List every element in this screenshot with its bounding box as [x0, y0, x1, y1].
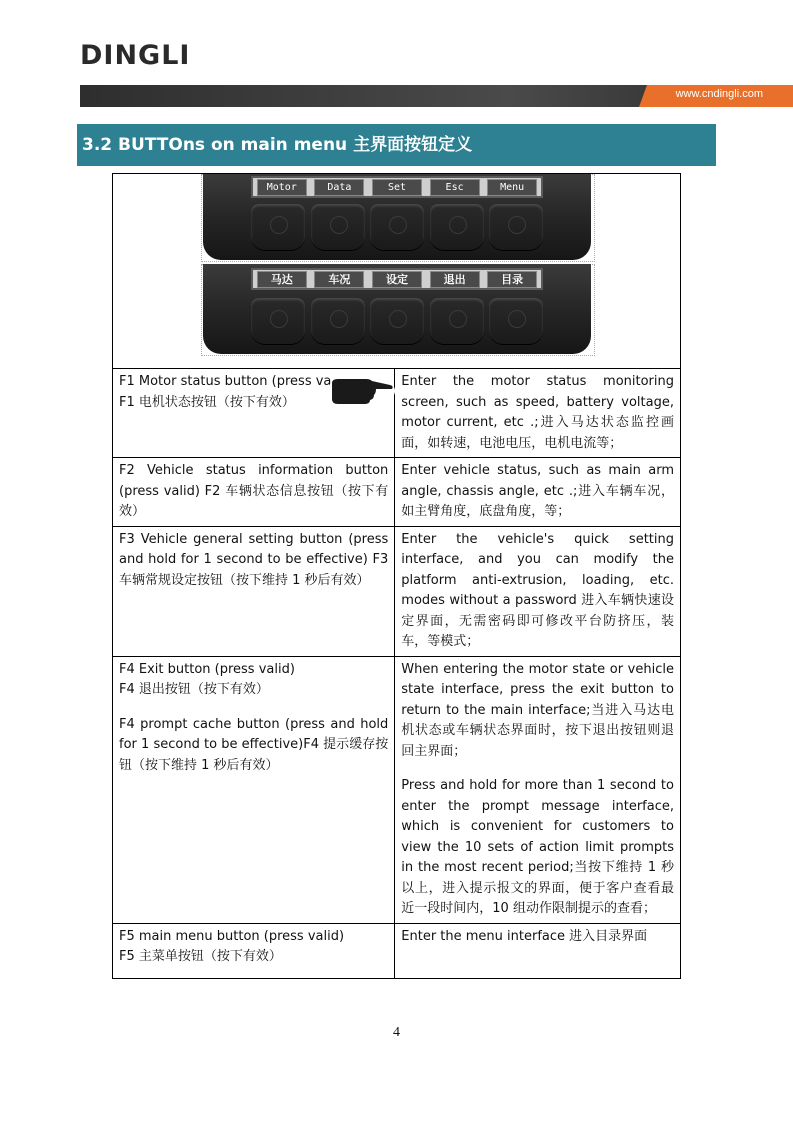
f5-description — [113, 923, 395, 978]
softkey-set-cn: 设定 — [372, 271, 422, 288]
f4-label-cn: F4 退出按钮（按下有效） — [119, 682, 269, 697]
hardware-key-f1 — [251, 298, 305, 344]
f4-function — [395, 656, 681, 923]
website-url: www.cndingli.com — [675, 88, 763, 100]
f3-function: Enter the vehicle's quick setting interface, and you can modify the platform anti-extrusion, loading, etc. modes without a password 进入车辆快速设定界面，无需密码即可修改平台防挤压，装车，等模式； — [395, 526, 681, 656]
f1-label: F1 Motor status button (press va — [119, 374, 332, 389]
device-image-chinese — [203, 264, 591, 354]
softkey-motor: Motor — [257, 179, 307, 196]
device-image-english — [203, 174, 591, 260]
hardware-key-f2 — [311, 298, 365, 344]
softkey-bar-english — [251, 176, 543, 198]
section-title: 3.2 BUTTOns on main menu 主界面按钮定义 — [77, 124, 716, 166]
softkey-menu-cn: 目录 — [487, 271, 537, 288]
f1-label-cn: F1 电机状态按钮（按下有效） — [119, 394, 295, 410]
hardware-key-f5 — [489, 204, 543, 250]
f4-function-hold: Press and hold for more than 1 second to enter the prompt message interface, which is convenient for customers to view the 10 sets of action limit prompts in the most recent period;当按下维持 1 秒以上，进入提示报文的界面，便于客户查看最近一段时间内，10 组动作限制提示的查看； — [401, 778, 674, 916]
softkey-esc: Esc — [430, 179, 480, 196]
softkey-data-cn: 车况 — [314, 271, 364, 288]
page-number: 4 — [393, 1025, 400, 1040]
brand-logo: DINGLI — [80, 40, 191, 71]
table-row-images — [113, 174, 681, 369]
f5-label: F5 main menu button (press valid) — [119, 928, 345, 944]
pointing-hand-icon — [326, 373, 396, 409]
softkey-set: Set — [372, 179, 422, 196]
f1-function: Enter the motor status monitoring screen, such as speed, battery voltage, motor current, etc .;进入马达状态监控画面，如转速，电池电压，电机电流等； — [395, 369, 681, 458]
f4-hold-label: F4 prompt cache button (press and hold for 1 second to be effective)F4 提示缓存按钮（按下维持 1 秒后有效） — [119, 716, 389, 773]
table-row-f1 — [113, 369, 681, 458]
hardware-keys-bottom — [251, 298, 543, 344]
f3-description: F3 Vehicle general setting button (press and hold for 1 second to be effective) F3 车辆常规设定按钮（按下维持 1 秒后有效） — [113, 526, 395, 656]
softkey-menu: Menu — [487, 179, 537, 196]
f5-function: Enter the menu interface 进入目录界面 — [395, 923, 681, 978]
hardware-key-f3 — [370, 298, 424, 344]
hardware-key-f5 — [489, 298, 543, 344]
softkey-bar-chinese — [251, 268, 543, 290]
hardware-keys-top — [251, 204, 543, 250]
softkey-esc-cn: 退出 — [430, 271, 480, 288]
f2-description: F2 Vehicle status information button (press valid) F2 车辆状态信息按钮（按下有效） — [113, 458, 395, 527]
f5-label-cn: F5 主菜单按钮（按下有效） — [119, 949, 282, 964]
table-row-f5 — [113, 923, 681, 978]
hardware-key-f1 — [251, 204, 305, 250]
hardware-key-f4 — [430, 298, 484, 344]
hardware-key-f3 — [370, 204, 424, 250]
f4-description — [113, 656, 395, 923]
f1-description — [113, 369, 395, 458]
f2-function: Enter vehicle status, such as main arm angle, chassis angle, etc .;进入车辆车况，如主臂角度，底盘角度，等； — [395, 458, 681, 527]
header-bar — [80, 85, 793, 107]
hardware-key-f2 — [311, 204, 365, 250]
table-row-f2 — [113, 458, 681, 527]
hardware-key-f4 — [430, 204, 484, 250]
softkey-data: Data — [314, 179, 364, 196]
table-row-f4 — [113, 656, 681, 923]
f4-function-press: When entering the motor state or vehicle state interface, press the exit button to return to the main interface;当进入马达电机状态或车辆状态界面时，按下退出按钮则退回主界面； — [401, 661, 674, 759]
table-row-f3 — [113, 526, 681, 656]
f4-label: F4 Exit button (press valid) — [119, 661, 295, 677]
button-definition-table — [112, 173, 681, 979]
softkey-motor-cn: 马达 — [257, 271, 307, 288]
device-image-cell — [113, 174, 681, 369]
